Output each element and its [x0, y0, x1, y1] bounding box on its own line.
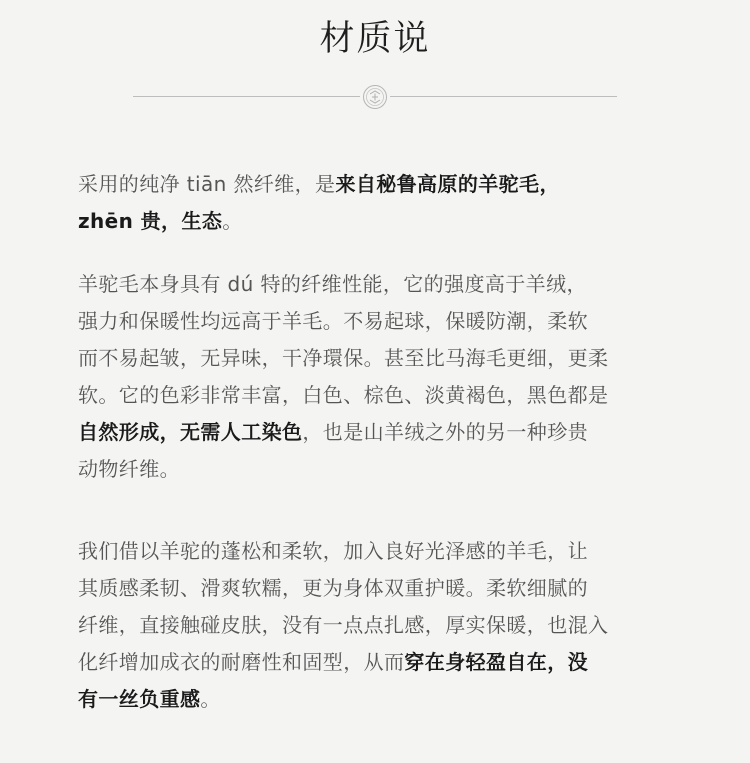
- divider-line-right: [390, 96, 617, 97]
- text-line: [78, 570, 678, 607]
- emphasized-text: 穿在身轻盈自在，没: [404, 650, 589, 674]
- emphasized-text: 有一丝负重感: [78, 687, 201, 711]
- text-line: [78, 340, 678, 377]
- text-line: [78, 533, 678, 570]
- paragraph-1: [78, 166, 678, 240]
- divider-line-left: [133, 96, 360, 97]
- body-text: 我们借以羊驼的蓬松和柔软，加入良好光泽感的羊毛，让: [78, 539, 588, 563]
- text-line: [78, 451, 678, 488]
- body-text: 其质感柔韧、滑爽软糯，更为身体双重护暖。柔软细腻的: [78, 576, 588, 600]
- body-text: 羊驼毛本身具有 dú 特的纤维性能，它的强度高于羊绒，: [78, 272, 587, 296]
- text-line: [78, 414, 678, 451]
- text-line: [78, 166, 678, 203]
- page-title: 材质说: [319, 19, 431, 59]
- emphasized-text: 来自秘鲁高原的羊驼毛，: [335, 172, 560, 196]
- text-line: [78, 203, 678, 240]
- text-line: [78, 303, 678, 340]
- body-text: 。: [200, 687, 221, 711]
- paragraph-3: [78, 533, 678, 718]
- text-line: [78, 681, 678, 718]
- body-text: 软。它的色彩非常丰富，白色、棕色、淡黄褐色，黑色都是: [78, 383, 609, 407]
- ornamental-circle-emblem-icon: [362, 84, 388, 110]
- body-text: 。: [222, 209, 243, 233]
- body-text: 动物纤维。: [78, 457, 180, 481]
- emphasized-text: 自然形成，无需人工染色: [78, 420, 303, 444]
- text-line: [78, 607, 678, 644]
- text-line: [78, 377, 678, 414]
- body-text: 而不易起皱，无异味，干净環保。甚至比马海毛更细，更柔: [78, 346, 609, 370]
- paragraph-2: [78, 266, 678, 488]
- text-line: [78, 644, 678, 681]
- body-text: 纤维，直接触碰皮肤，没有一点点扎感，厚实保暖，也混入: [78, 613, 609, 637]
- emphasized-text: zhēn 贵，生态: [78, 209, 223, 233]
- body-text: ，也是山羊绒之外的另一种珍贵: [302, 420, 589, 444]
- title-divider: [133, 84, 617, 110]
- text-line: [78, 266, 678, 303]
- body-text: 强力和保暖性均远高于羊毛。不易起球，保暖防潮，柔软: [78, 309, 588, 333]
- body-text: 采用的纯净 tiān 然纤维，是: [78, 172, 336, 196]
- body-text: 化纤增加成衣的耐磨性和固型，从而: [78, 650, 405, 674]
